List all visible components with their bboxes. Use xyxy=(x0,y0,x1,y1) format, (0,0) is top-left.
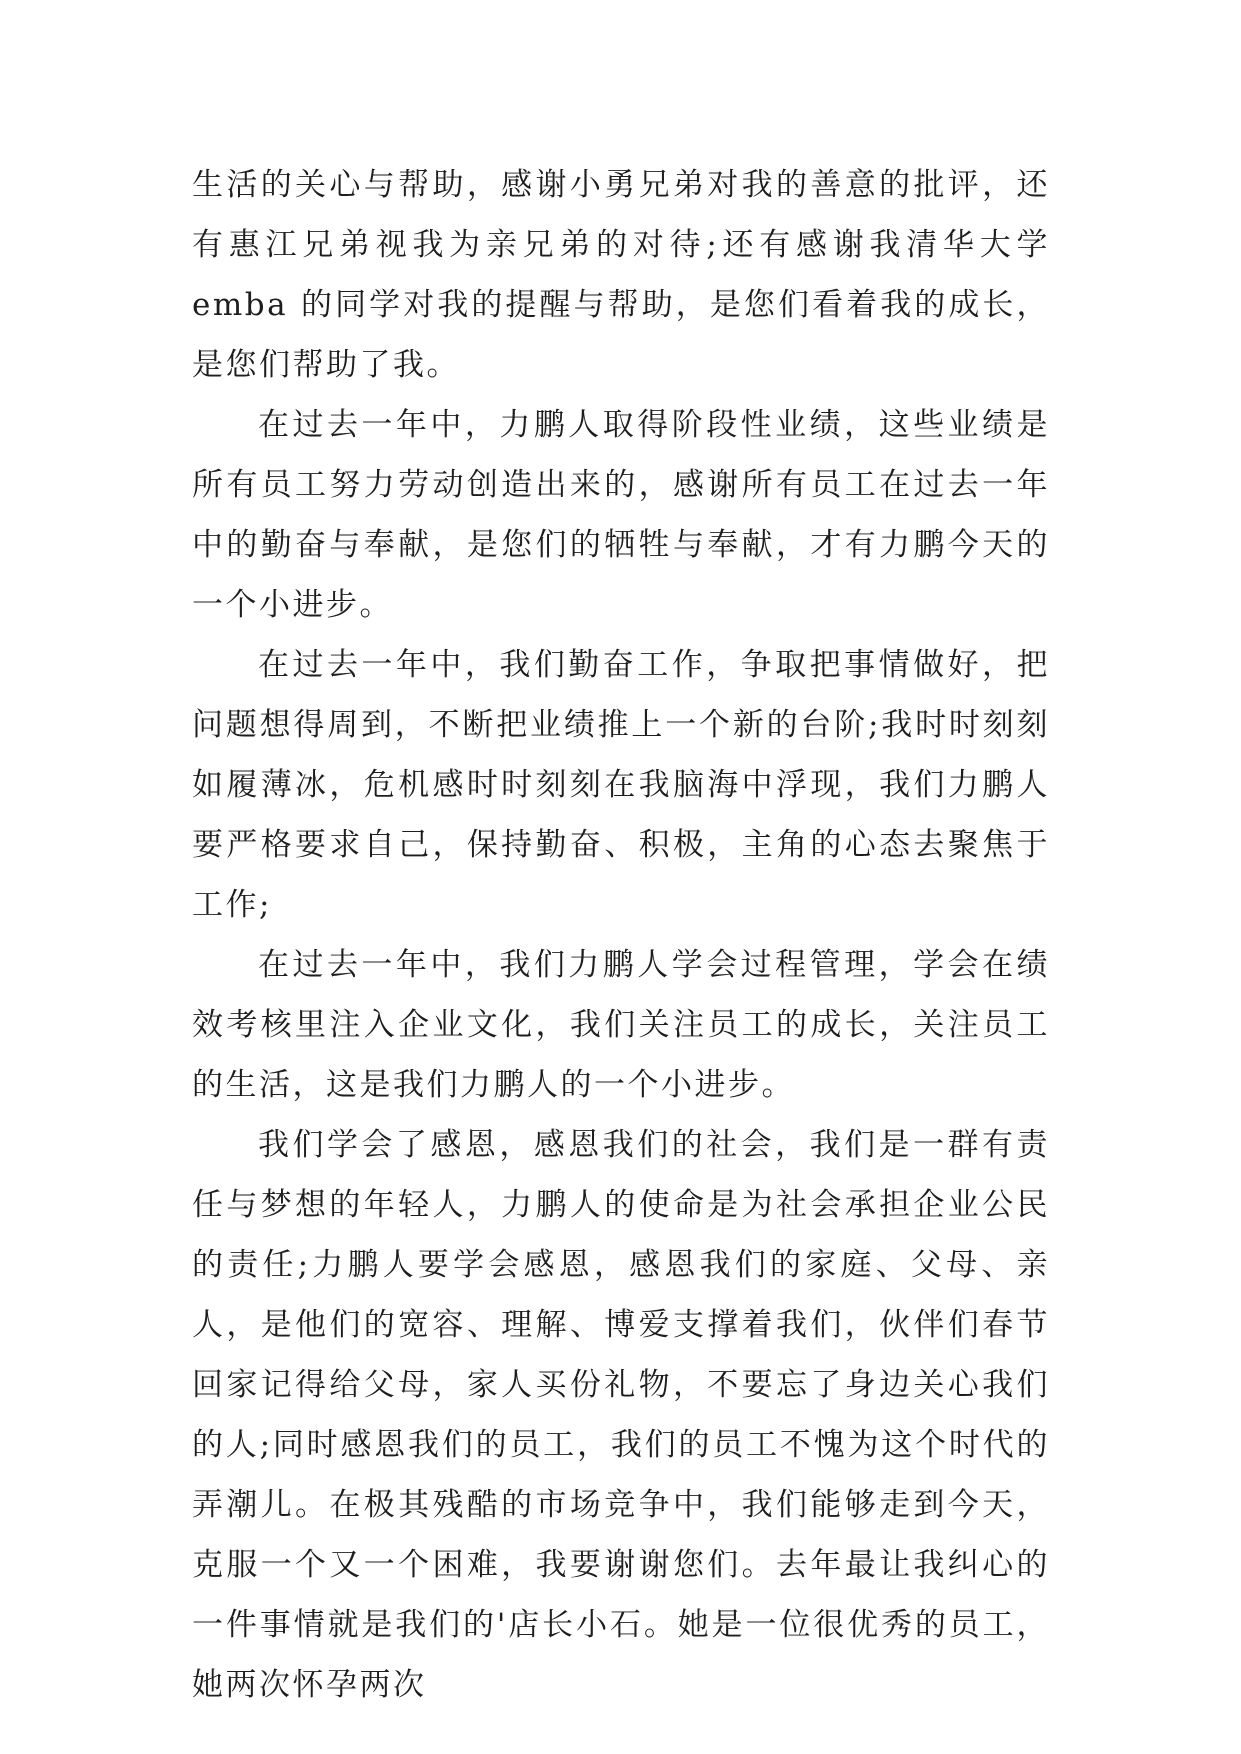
paragraph-1: 生活的关心与帮助，感谢小勇兄弟对我的善意的批评，还有惠江兄弟视我为亲兄弟的对待;还有感谢我清华大学 emba 的同学对我的提醒与帮助，是您们看着我的成长，是您们帮助了我。 xyxy=(192,167,1050,383)
paragraph-3: 在过去一年中，我们勤奋工作，争取把事情做好，把问题想得周到，不断把业绩推上一个新的台阶;我时时刻刻如履薄冰，危机感时时刻刻在我脑海中浮现，我们力鹏人要严格要求自己，保持勤奋、积极，主角的心态去聚焦于工作; xyxy=(192,647,1050,923)
paragraph-5: 我们学会了感恩，感恩我们的社会，我们是一群有责任与梦想的年轻人，力鹏人的使命是为社会承担企业公民的责任;力鹏人要学会感恩，感恩我们的家庭、父母、亲人，是他们的宽容、理解、博爱支撑着我们，伙伴们春节回家记得给父母，家人买份礼物，不要忘了身边关心我们的人;同时感恩我们的员工，我们的员工不愧为这个时代的弄潮儿。在极其残酷的市场竞争中，我们能够走到今天，克服一个又一个困难，我要谢谢您们。去年最让我纠心的一件事情就是我们的'店长小石。她是一位很优秀的员工，她两次怀孕两次 xyxy=(192,1127,1050,1703)
paragraph-4: 在过去一年中，我们力鹏人学会过程管理，学会在绩效考核里注入企业文化，我们关注员工的成长，关注员工的生活，这是我们力鹏人的一个小进步。 xyxy=(192,947,1050,1103)
document-body xyxy=(192,155,1050,1715)
paragraph-2: 在过去一年中，力鹏人取得阶段性业绩，这些业绩是所有员工努力劳动创造出来的，感谢所有员工在过去一年中的勤奋与奉献，是您们的牺牲与奉献，才有力鹏今天的一个小进步。 xyxy=(192,407,1050,623)
